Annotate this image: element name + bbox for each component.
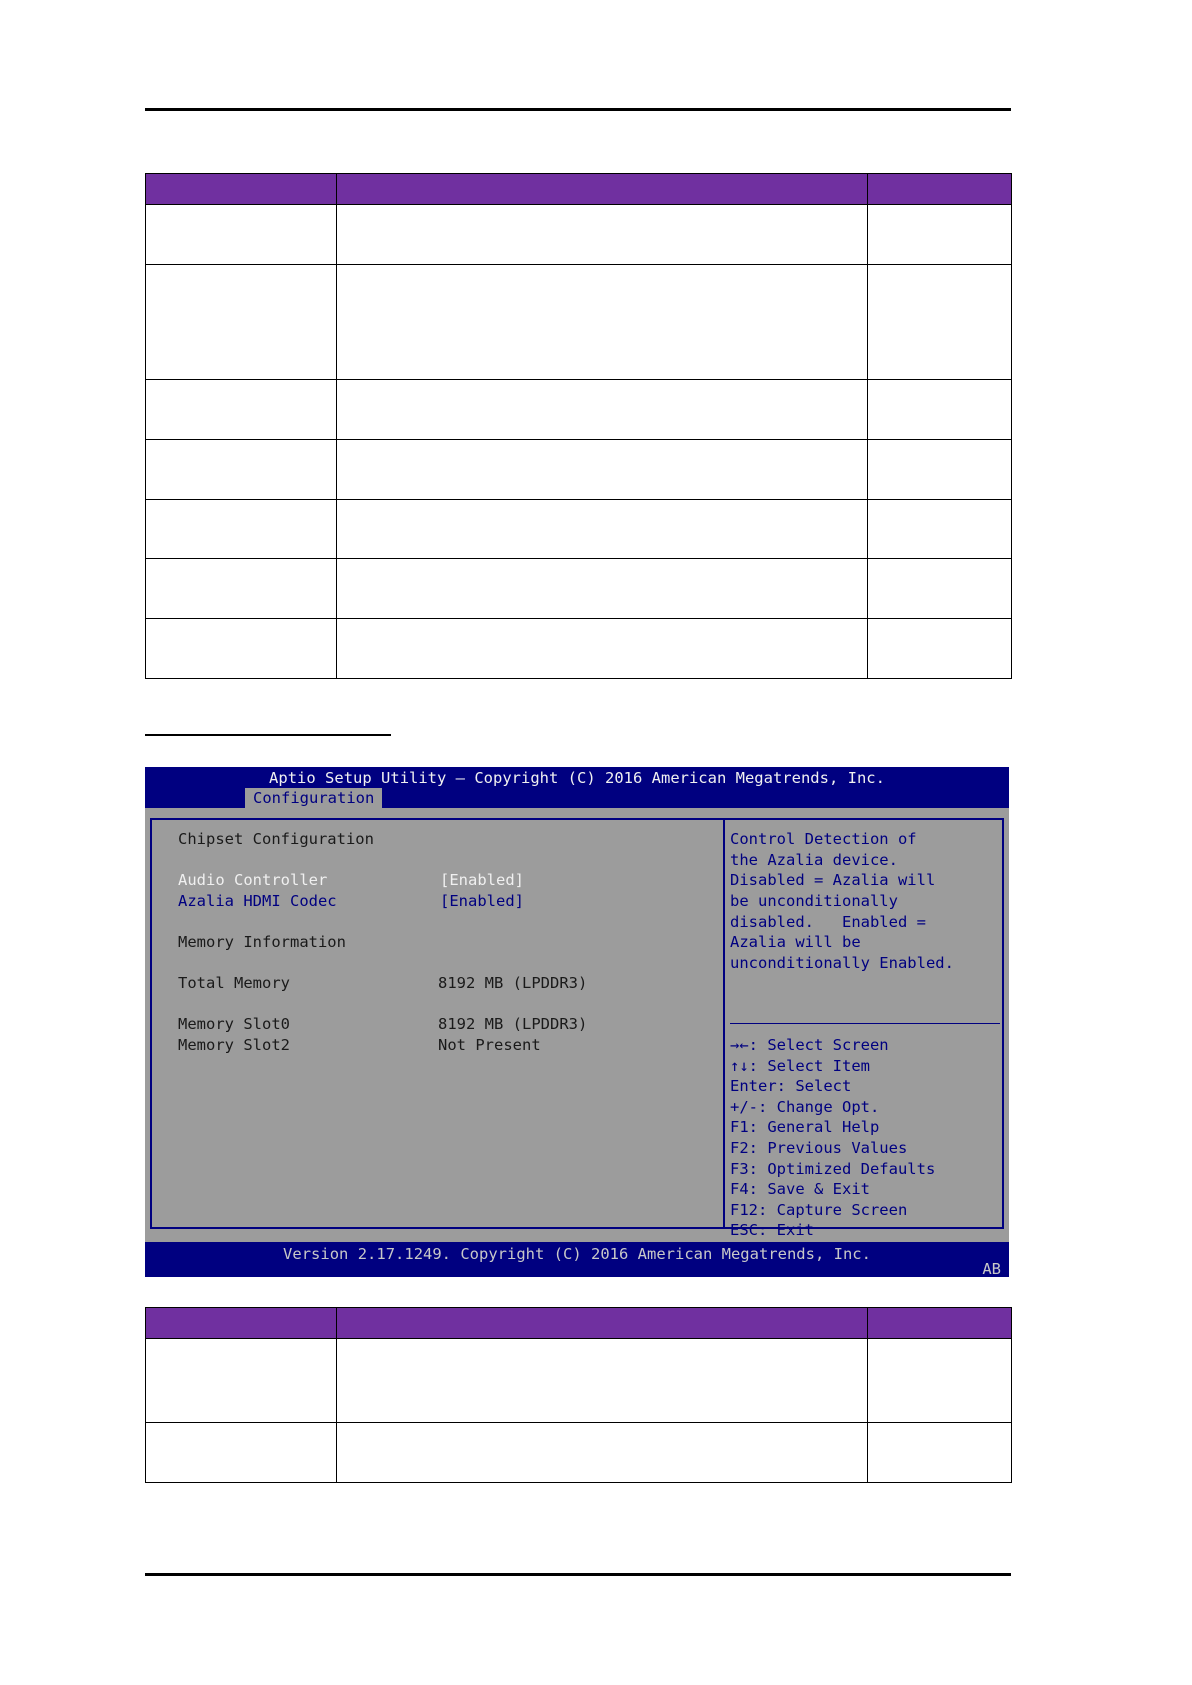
section-heading: Chipset Configuration [178, 830, 374, 848]
help-line: be unconditionally [730, 892, 898, 910]
table-row [146, 380, 1012, 440]
tab-configuration[interactable]: Configuration [245, 788, 382, 808]
key-help-change-opt: +/-: Change Opt. [730, 1098, 880, 1116]
table-row [146, 500, 1012, 559]
key-help-select-item: ↑↓: Select Item [730, 1057, 870, 1075]
total-memory-value: 8192 MB (LPDDR3) [438, 974, 588, 992]
table-row [146, 440, 1012, 500]
key-help-enter: Enter: Select [730, 1077, 852, 1095]
key-help-esc: ESC: Exit [730, 1221, 814, 1239]
table-row [146, 1423, 1012, 1483]
page-header-rule [145, 108, 1011, 111]
settings-table-top [145, 173, 1012, 679]
audio-controller-value[interactable]: [Enabled] [440, 871, 524, 889]
total-memory-label: Total Memory [178, 974, 290, 992]
help-line: the Azalia device. [730, 851, 898, 869]
help-line: Control Detection of [730, 830, 917, 848]
key-help-f4: F4: Save & Exit [730, 1180, 870, 1198]
bios-title: Aptio Setup Utility – Copyright (C) 2016 American Megatrends, Inc. [269, 769, 885, 787]
table-header-row [146, 1308, 1012, 1339]
bios-footer-bar [145, 1242, 1009, 1277]
bios-panel-divider [723, 818, 725, 1229]
audio-controller-label[interactable]: Audio Controller [178, 871, 328, 889]
bios-header-bar [145, 767, 1009, 808]
bios-version: Version 2.17.1249. Copyright (C) 2016 American Megatrends, Inc. [283, 1245, 871, 1263]
table-row [146, 619, 1012, 679]
table-row [146, 559, 1012, 619]
memory-information-heading: Memory Information [178, 933, 346, 951]
azalia-hdmi-codec-value[interactable]: [Enabled] [440, 892, 524, 910]
help-line: Disabled = Azalia will [730, 871, 936, 889]
page-footer-rule [145, 1573, 1011, 1576]
table-row [146, 205, 1012, 265]
key-help-f1: F1: General Help [730, 1118, 880, 1136]
help-line: unconditionally Enabled. [730, 954, 954, 972]
bios-screen [145, 767, 1009, 1277]
key-help-f3: F3: Optimized Defaults [730, 1160, 936, 1178]
key-help-f2: F2: Previous Values [730, 1139, 908, 1157]
table-header-row [146, 174, 1012, 205]
key-help-select-screen: →←: Select Screen [730, 1036, 889, 1054]
bios-footer-tag: AB [982, 1260, 1001, 1277]
help-line: Azalia will be [730, 933, 861, 951]
table-row [146, 265, 1012, 380]
memory-slot2-value: Not Present [438, 1036, 541, 1054]
bios-help-divider [730, 1023, 1000, 1024]
settings-table-bottom [145, 1307, 1012, 1483]
section-heading-underline [145, 734, 391, 736]
azalia-hdmi-codec-label[interactable]: Azalia HDMI Codec [178, 892, 337, 910]
memory-slot2-label: Memory Slot2 [178, 1036, 290, 1054]
key-help-f12: F12: Capture Screen [730, 1201, 908, 1219]
memory-slot0-label: Memory Slot0 [178, 1015, 290, 1033]
memory-slot0-value: 8192 MB (LPDDR3) [438, 1015, 588, 1033]
help-line: disabled. Enabled = [730, 913, 926, 931]
table-row [146, 1339, 1012, 1423]
